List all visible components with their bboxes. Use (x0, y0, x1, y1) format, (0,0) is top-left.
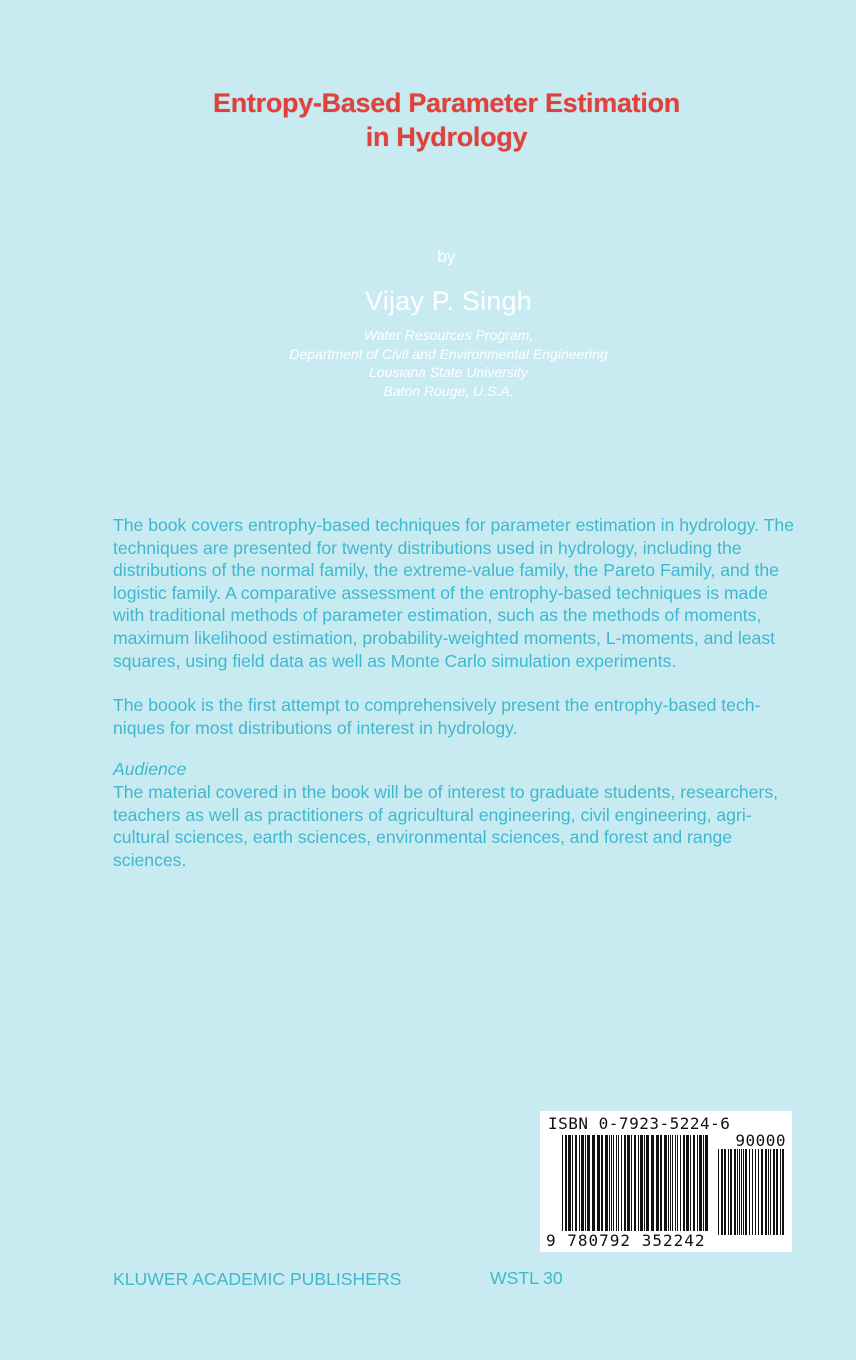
barcode-bar (638, 1135, 639, 1234)
barcode-bar (640, 1135, 643, 1234)
barcode-bar (737, 1149, 738, 1235)
barcode-bar (675, 1135, 676, 1234)
author-affiliation-line: Water Resources Program, (363, 327, 534, 343)
barcode-bar (776, 1149, 778, 1235)
barcode-bar (768, 1149, 769, 1235)
barcode-bar (634, 1135, 636, 1234)
barcode-bar (699, 1135, 702, 1234)
barcode-bar (597, 1135, 600, 1234)
barcode-bar (703, 1135, 704, 1234)
author-affiliation-line: Department of Civil and Environmental Engineering (289, 346, 608, 362)
barcode-bar (601, 1135, 603, 1234)
barcode-bar (693, 1135, 695, 1234)
barcode-bar (631, 1135, 632, 1234)
description-paragraph: The boook is the first attempt to comprehensively present the entrophy-based tech-niques for most distributions of interest in hydrology. (113, 695, 761, 738)
barcode-bar (749, 1149, 750, 1235)
barcode-bar (739, 1149, 740, 1235)
author-affiliation-line: Baton Rouge, U.S.A. (383, 383, 514, 399)
barcode-bar (664, 1135, 667, 1242)
barcode-bar (668, 1135, 669, 1234)
barcode-bar (646, 1135, 649, 1234)
publisher-name: KLUWER ACADEMIC PUBLISHERS (113, 1269, 402, 1289)
barcode-bar (677, 1135, 678, 1234)
ean-number: 9 780792 352242 (546, 1231, 706, 1250)
barcode-bar (613, 1135, 614, 1234)
isbn-barcode (540, 1111, 792, 1252)
description-paragraph: The book covers entrophy-based techniques for parameter estimation in hydrology. The techniques are presented for twenty distributions used in hydrology, including the distributions of the normal family, the extreme-value family, the Pareto Family, and the logistic family. A comparative assessment of the entrophy-based techniques is made with traditional methods of parameter estimation, such as the methods of moments, maximum likelihood estimation, probability-weighted moments, L-moments, and least squares, using field data as well as Monte Carlo simulation experiments. (113, 515, 794, 671)
barcode-bar (575, 1135, 577, 1234)
barcode-bar (672, 1135, 673, 1234)
barcode-bar (644, 1135, 645, 1234)
barcode-bar (758, 1149, 759, 1235)
barcode-bar (741, 1149, 742, 1235)
barcode-bar (770, 1149, 771, 1235)
barcode-bar (721, 1149, 723, 1235)
barcode-bar (562, 1135, 563, 1242)
by-label: by (437, 247, 456, 266)
barcode-bar (585, 1135, 586, 1234)
audience-paragraph: The material covered in the book will be of interest to graduate students, researchers, teachers as well as practitioners of agricultural engineering, civil engineering, agri-cultural sciences, earth sciences, environmental sciences, and forest and range sciences. (113, 782, 779, 870)
barcode-bar (660, 1135, 662, 1242)
barcode-bar (728, 1149, 729, 1235)
barcode-bar (724, 1149, 726, 1235)
author-name: Vijay P. Singh (365, 286, 532, 316)
barcode-bar (611, 1135, 612, 1234)
barcode-bar (730, 1149, 732, 1235)
barcode-bar (782, 1149, 784, 1235)
barcode-bar (734, 1149, 736, 1235)
price-code: 90000 (735, 1131, 786, 1150)
author-affiliation-line: Lousiana State University (369, 364, 528, 380)
audience-heading: Audience (113, 759, 187, 779)
barcode-bar (592, 1135, 595, 1234)
barcode-bar (773, 1149, 775, 1235)
barcode-bar (581, 1135, 584, 1234)
barcode-bar (624, 1135, 626, 1234)
book-title-line-1: Entropy-Based Parameter Estimation (213, 88, 680, 118)
barcode-bar (683, 1135, 685, 1234)
barcode-bar (743, 1149, 744, 1235)
barcode-bar (755, 1149, 756, 1235)
barcode-bar (618, 1135, 619, 1234)
barcode-bar (697, 1135, 698, 1234)
barcode-bar (579, 1135, 580, 1234)
barcode-bar (568, 1135, 571, 1234)
barcode-bar (587, 1135, 590, 1234)
barcode-bar (686, 1135, 689, 1234)
barcode-bar (565, 1135, 567, 1242)
series-code: WSTL 30 (490, 1268, 563, 1288)
barcode-bar (745, 1149, 747, 1235)
isbn-number: ISBN 0-7923-5224-6 (548, 1114, 731, 1133)
barcode-bar (616, 1135, 617, 1234)
barcode-bar (572, 1135, 573, 1234)
barcode-bar (621, 1135, 622, 1234)
barcode-bar (765, 1149, 767, 1235)
book-title-line-2: in Hydrology (365, 122, 528, 152)
barcode-bar (690, 1135, 691, 1234)
barcode-bar (627, 1135, 630, 1234)
barcode-bar (651, 1135, 654, 1234)
barcode-bar (761, 1149, 763, 1235)
barcode-bar (780, 1149, 781, 1235)
barcode-bar (609, 1135, 610, 1234)
barcode-bar (705, 1135, 708, 1234)
barcode-bar (680, 1135, 681, 1234)
barcode-bar (718, 1149, 719, 1235)
barcode-bar (670, 1135, 671, 1234)
barcode-bar (752, 1149, 753, 1235)
barcode-bar (656, 1135, 659, 1234)
barcode-bar (605, 1135, 608, 1234)
